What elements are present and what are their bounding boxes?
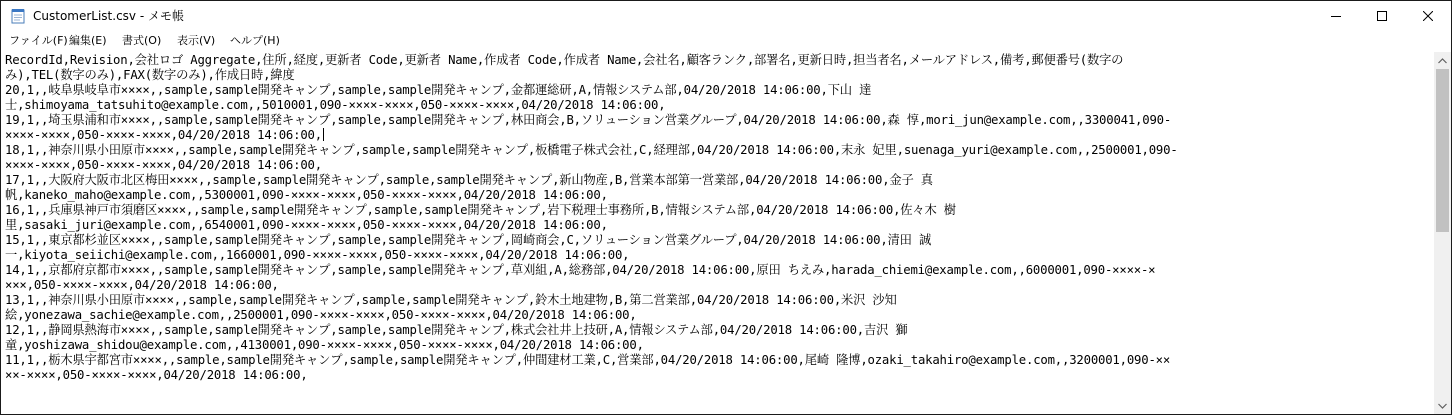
scroll-up-button[interactable] [1434,52,1451,69]
text-line: 絵,yonezawa_sachie@example.com,,2500001,090-××××-××××,050-××××-××××,04/20/2018 14:06:00, [5,308,637,322]
text-line: 20,1,,岐阜県岐阜市××××,,sample,sample開発キャンプ,sample,sample開発キャンプ,金都運総研,A,情報システム部,04/20/2018 14:06:00,下山 達 [5,83,872,97]
scroll-down-button[interactable] [1434,397,1451,414]
text-line: ××-××××,050-××××-××××,04/20/2018 14:06:00, [5,368,308,382]
title-bar[interactable] [1,1,1451,31]
scrollbar-thumb[interactable] [1436,69,1449,232]
text-line: 15,1,,東京都杉並区××××,,sample,sample開発キャンプ,sample,sample開発キャンプ,岡崎商会,C,ソリューション営業グループ,04/20/2018 14:06:00,清田 誠 [5,233,932,247]
text-line: 19,1,,埼玉県浦和市××××,,sample,sample開発キャンプ,sample,sample開発キャンプ,林田商会,B,ソリューション営業グループ,04/20/2018 14:06:00,森 惇,mori_jun@example.com,,3300041,090- [5,113,1172,127]
text-editor-area[interactable] [1,52,1434,414]
window-title: CustomerList.csv - メモ帳 [33,9,184,23]
text-line: 14,1,,京都府京都市××××,,sample,sample開発キャンプ,sample,sample開発キャンプ,草刈組,A,総務部,04/20/2018 14:06:00,原田 ちえみ,harada_chiemi@example.com,,6000001,090-××××-× [5,263,1156,277]
menu-file[interactable]: ファイル(F) [9,34,68,47]
maximize-icon [1377,11,1387,21]
text-line: 里,sasaki_juri@example.com,,6540001,090-××××-××××,050-××××-××××,04/20/2018 14:06:00, [5,218,608,232]
scroll-up-arrow-icon [1438,58,1447,64]
text-line-with-caret [5,128,324,143]
text-line-content: ××××-××××,050-××××-××××,04/20/2018 14:06:00, [5,128,322,142]
minimize-button[interactable] [1313,1,1359,31]
menu-edit[interactable]: 編集(E) [69,34,107,47]
text-line: 12,1,,静岡県熱海市××××,,sample,sample開発キャンプ,sample,sample開発キャンプ,株式会社井上技研,A,情報システム部,04/20/2018 14:06:00,吉沢 獅 [5,323,908,337]
text-line: 童,yoshizawa_shidou@example.com,,4130001,090-××××-××××,050-××××-××××,04/20/2018 14:06:00, [5,338,644,352]
text-line: 帆,kaneko_maho@example.com,,5300001,090-××××-××××,050-××××-××××,04/20/2018 14:06:00, [5,188,608,202]
scroll-down-arrow-icon [1438,403,1447,409]
vertical-scrollbar[interactable] [1434,52,1451,414]
menu-bar [1,31,1451,51]
menu-view[interactable]: 表示(V) [177,34,216,47]
text-line: 13,1,,神奈川県小田原市××××,,sample,sample開発キャンプ,sample,sample開発キャンプ,鈴木土地建物,B,第二営業部,04/20/2018 14:06:00,米沢 沙知 [5,293,897,307]
close-button[interactable] [1405,1,1451,31]
text-line: 17,1,,大阪府大阪市北区梅田××××,,sample,sample開発キャンプ,sample,sample開発キャンプ,新山物産,B,営業本部第一営業部,04/20/2018 14:06:00,金子 真 [5,173,933,187]
text-caret [323,128,324,141]
menu-help[interactable]: ヘルプ(H) [230,34,280,47]
notepad-icon [11,8,25,24]
maximize-button[interactable] [1359,1,1405,31]
close-icon [1423,11,1433,21]
text-line: ××××-××××,050-××××-××××,04/20/2018 14:06:00, [5,158,322,172]
text-line: 11,1,,栃木県宇都宮市××××,,sample,sample開発キャンプ,sample,sample開発キャンプ,仲間建材工業,C,営業部,04/20/2018 14:06:00,尾崎 隆博,ozaki_takahiro@example.com,,3200001,090-×× [5,353,1171,367]
text-line: 士,shimoyama_tatsuhito@example.com,,5010001,090-××××-××××,050-××××-××××,04/20/2018 14:06:00, [5,98,666,112]
text-line: 18,1,,神奈川県小田原市××××,,sample,sample開発キャンプ,sample,sample開発キャンプ,板橋電子株式会社,C,経理部,04/20/2018 14:06:00,末永 妃里,suenaga_yuri@example.com,,2500001,090- [5,143,1178,157]
text-line: み),TEL(数字のみ),FAX(数字のみ),作成日時,緯度 [5,68,295,82]
text-line: 一,kiyota_seiichi@example.com,,1660001,090-××××-××××,050-××××-××××,04/20/2018 14:06:00, [5,248,630,262]
minimize-icon [1331,11,1341,21]
text-line: RecordId,Revision,会社ロゴ Aggregate,住所,経度,更新者 Code,更新者 Name,作成者 Code,作成者 Name,会社名,顧客ランク,部署名,更新日時,担当者名,メールアドレス,備考,郵便番号(数字の [5,53,1124,67]
text-line: 16,1,,兵庫県神戸市須磨区××××,,sample,sample開発キャンプ,sample,sample開発キャンプ,岩下税理士事務所,B,情報システム部,04/20/2018 14:06:00,佐々木 樹 [5,203,956,217]
text-line: ×××,050-××××-××××,04/20/2018 14:06:00, [5,278,279,292]
menu-format[interactable]: 書式(O) [122,34,162,47]
